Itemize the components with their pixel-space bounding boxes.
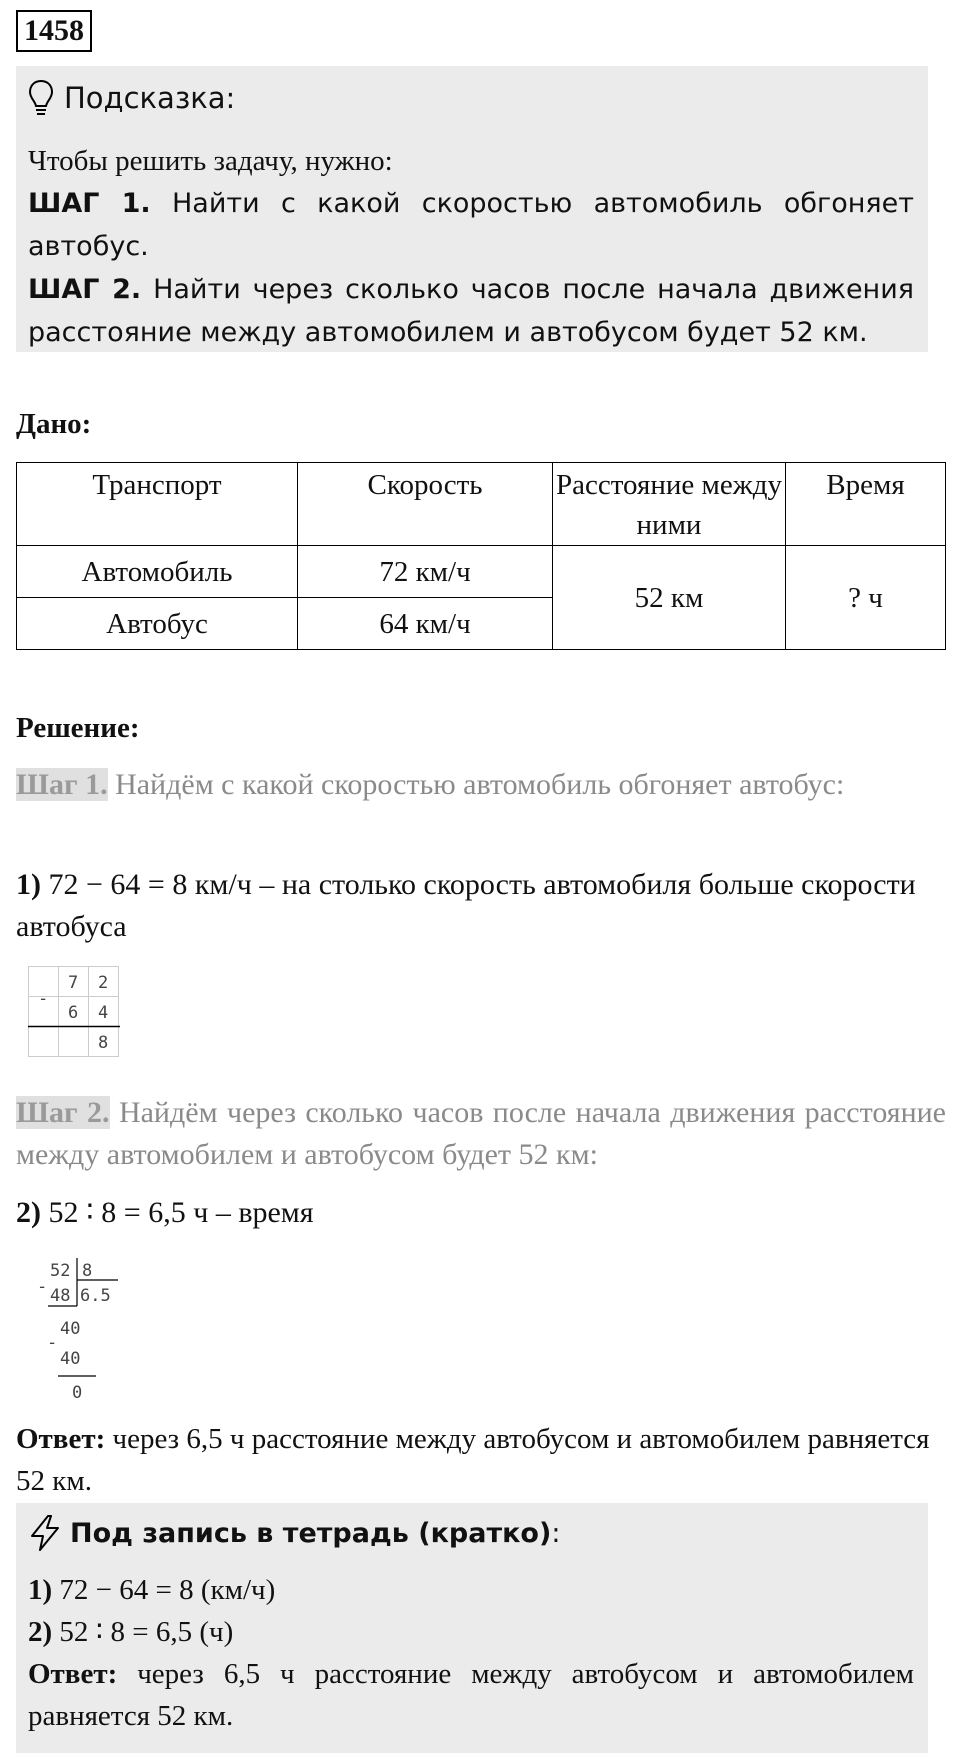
div-subtrahend-2: 40: [60, 1349, 81, 1369]
note-2-expr: 52 ∶ 8 = 6,5: [52, 1616, 193, 1648]
notebook-title-colon: :: [551, 1517, 561, 1549]
answer: [16, 1418, 946, 1502]
step-1-text: Найдём с какой скоростью автомобиль обгоняет автобус:: [107, 768, 845, 801]
step-2-label: Шаг 2.: [16, 1096, 110, 1129]
note-1-num: 1): [28, 1574, 53, 1606]
sub-top-digit: 7: [68, 973, 79, 993]
div-remainder-2: 0: [72, 1383, 83, 1403]
cell-transport-car: Автомобиль: [17, 546, 298, 598]
calc-2-text: ч – время: [185, 1196, 314, 1229]
header-distance: Расстояние между ними: [553, 463, 786, 546]
cell-speed-car: 72 км/ч: [298, 546, 553, 598]
hint-box: [16, 66, 928, 352]
table-header-row: [17, 463, 946, 546]
sub-result-digit: 8: [98, 1033, 109, 1053]
notebook-box: [16, 1503, 928, 1753]
cell-transport-bus: Автобус: [17, 598, 298, 650]
hint-step-1: [28, 182, 914, 268]
notebook-title: Под запись в тетрадь (кратко): [70, 1517, 552, 1549]
cell-distance: 52 км: [553, 546, 786, 650]
calc-1: [16, 864, 946, 948]
note-answer-label: Ответ:: [28, 1658, 118, 1690]
hint-step-2-label: ШАГ 2.: [28, 274, 142, 305]
header-transport: Транспорт: [17, 463, 298, 546]
answer-label: Ответ:: [16, 1423, 106, 1455]
note-answer-text: через 6,5 ч расстояние между автобусом и автомобилем равняется 52 км.: [28, 1658, 914, 1732]
sub-sign: -: [38, 989, 49, 1009]
div-dividend: 52: [50, 1261, 71, 1281]
note-1-unit: (км/ч): [193, 1574, 276, 1606]
note-1-expr: 72 − 64 = 8: [52, 1574, 194, 1606]
hint-intro: Чтобы решить задачу, нужно:: [28, 145, 393, 177]
div-minus-sign: -: [37, 1277, 48, 1297]
sub-bottom-digit: 4: [98, 1003, 109, 1023]
calc-1-num: 1): [16, 868, 41, 901]
sub-top-digit: 2: [98, 973, 109, 993]
div-minus-sign: -: [47, 1333, 58, 1353]
notebook-header: [28, 1507, 914, 1559]
hint-step-1-text: Найти с какой скоростью автомобиль обгоняет автобус.: [28, 188, 914, 262]
calc-1-text: км/ч – на столько скорость автомобиля больше скорости автобуса: [16, 868, 916, 943]
cell-time: ? ч: [786, 546, 946, 650]
lightbulb-icon: [28, 79, 54, 117]
hint-header: [28, 70, 914, 126]
div-subtrahend-1: 48: [50, 1286, 71, 1306]
long-division: [34, 1256, 134, 1406]
lightning-icon: [28, 1514, 62, 1552]
calc-2-expr: 52 ∶ 8 = 6,5: [41, 1196, 186, 1229]
given-heading: Дано:: [16, 408, 92, 440]
notebook-line-2: [28, 1611, 914, 1653]
solution-heading: Решение:: [16, 712, 140, 744]
header-time: Время: [786, 463, 946, 546]
hint-step-2: [28, 268, 914, 354]
div-divisor: 8: [82, 1261, 93, 1281]
given-table: [16, 462, 946, 650]
column-subtraction: [28, 966, 128, 1068]
step-2-text: Найдём через сколько часов после начала движения расстояние между автомобилем и автобусом будет 52 км:: [16, 1096, 946, 1171]
note-2-num: 2): [28, 1616, 53, 1648]
step-1-label: Шаг 1.: [16, 768, 108, 801]
calc-2-num: 2): [16, 1196, 41, 1229]
header-speed: Скорость: [298, 463, 553, 546]
hint-step-2-text: Найти через сколько часов после начала движения расстояние между автомобилем и автобусом будет 52 км.: [28, 274, 914, 348]
note-2-unit: (ч): [192, 1616, 234, 1648]
sub-bottom-digit: 6: [68, 1003, 79, 1023]
solution-step-2: [16, 1092, 946, 1176]
notebook-answer: [28, 1653, 914, 1737]
answer-text: через 6,5 ч расстояние между автобусом и автомобилем равняется 52 км.: [16, 1423, 930, 1497]
table-row: [17, 546, 946, 598]
notebook-line-1: [28, 1569, 914, 1611]
calc-1-expr: 72 − 64 = 8: [41, 868, 188, 901]
task-number: 1458: [16, 10, 92, 52]
calc-2: [16, 1192, 946, 1234]
div-quotient: 6.5: [80, 1286, 111, 1306]
solution-step-1: [16, 764, 946, 806]
div-remainder-1: 40: [60, 1319, 81, 1339]
hint-title: Подсказка:: [64, 81, 236, 115]
hint-step-1-label: ШАГ 1.: [28, 188, 151, 219]
cell-speed-bus: 64 км/ч: [298, 598, 553, 650]
